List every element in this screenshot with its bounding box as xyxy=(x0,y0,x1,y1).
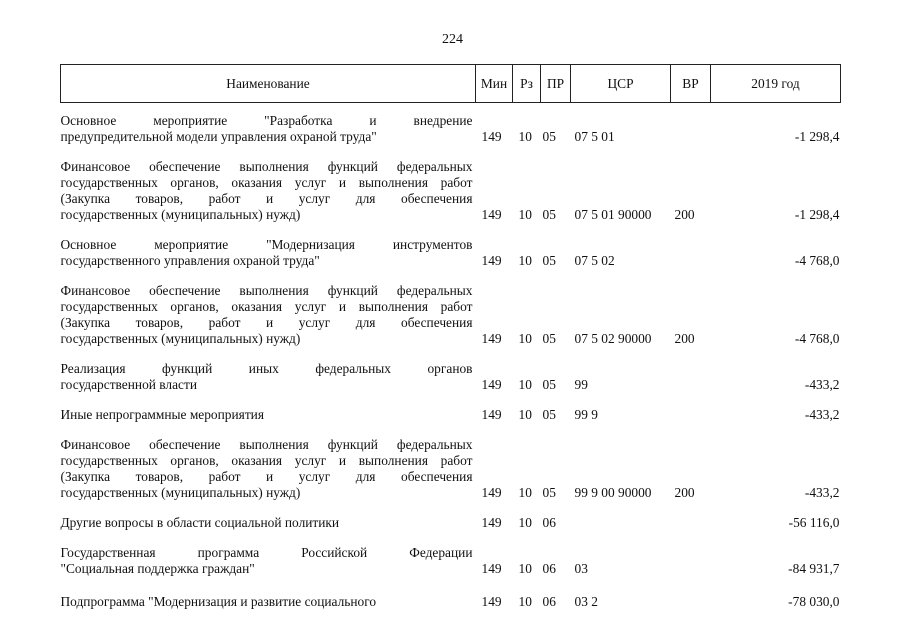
header-vr: ВР xyxy=(671,65,711,103)
row-vr xyxy=(671,393,711,423)
row-rz: 10 xyxy=(518,407,532,422)
budget-table xyxy=(60,64,841,610)
row-name xyxy=(61,223,476,269)
row-vr: 200 xyxy=(674,331,695,346)
row-min: 149 xyxy=(481,253,502,268)
row-vr xyxy=(671,577,711,610)
row-csr: 07 5 02 90000 xyxy=(574,331,652,346)
row-name xyxy=(61,347,476,393)
row-name xyxy=(61,269,476,347)
row-rz: 10 xyxy=(518,253,532,268)
row-amount: -84 931,7 xyxy=(788,561,840,576)
row-vr xyxy=(671,347,711,393)
row-rz: 10 xyxy=(518,594,532,609)
row-name-line: государственных органов, оказания услуг и выполнения работ xyxy=(60,299,473,314)
header-min: Мин xyxy=(476,65,513,103)
row-name-line: государственной власти xyxy=(60,377,198,392)
row-rz: 10 xyxy=(518,377,532,392)
row-csr: 07 5 02 xyxy=(574,253,615,268)
table-row xyxy=(61,103,841,146)
table-row xyxy=(61,501,841,531)
row-vr xyxy=(671,531,711,577)
row-amount: -1 298,4 xyxy=(794,207,840,222)
row-csr: 07 5 01 90000 xyxy=(574,207,652,222)
row-min: 149 xyxy=(481,515,502,530)
row-name-line: государственного управления охраной труда" xyxy=(60,253,320,268)
row-pr: 06 xyxy=(542,594,556,609)
row-min: 149 xyxy=(481,207,502,222)
row-amount: -433,2 xyxy=(804,485,840,500)
row-amount: -1 298,4 xyxy=(794,129,840,144)
row-name-line: Реализация функций иных федеральных органов xyxy=(60,361,473,376)
row-amount: -433,2 xyxy=(804,407,840,422)
row-name-line: государственных органов, оказания услуг и выполнения работ xyxy=(60,175,473,190)
row-rz: 10 xyxy=(518,331,532,346)
row-name-line: Основное мероприятие "Модернизация инструментов xyxy=(60,237,473,252)
row-pr: 05 xyxy=(542,407,556,422)
row-name-line: Финансовое обеспечение выполнения функций федеральных xyxy=(60,159,473,174)
row-name-line: Иные непрограммные мероприятия xyxy=(60,407,264,422)
row-min: 149 xyxy=(481,407,502,422)
header-year: 2019 год xyxy=(711,65,841,103)
row-amount: -4 768,0 xyxy=(794,331,840,346)
row-name-line: Финансовое обеспечение выполнения функций федеральных xyxy=(60,283,473,298)
table-row xyxy=(61,577,841,610)
row-pr: 06 xyxy=(542,561,556,576)
row-csr: 99 9 00 90000 xyxy=(574,485,652,500)
row-rz: 10 xyxy=(518,561,532,576)
row-csr: 99 xyxy=(574,377,588,392)
row-min: 149 xyxy=(481,561,502,576)
row-name xyxy=(61,531,476,577)
row-min: 149 xyxy=(481,129,502,144)
table-row xyxy=(61,393,841,423)
row-csr xyxy=(571,501,671,531)
row-pr: 05 xyxy=(542,129,556,144)
row-name-line: Подпрограмма "Модернизация и развитие социального xyxy=(60,594,377,609)
table-row xyxy=(61,223,841,269)
row-min: 149 xyxy=(481,485,502,500)
row-amount: -4 768,0 xyxy=(794,253,840,268)
row-rz: 10 xyxy=(518,207,532,222)
row-name-line: государственных (муниципальных) нужд) xyxy=(60,485,301,500)
row-name-line: государственных (муниципальных) нужд) xyxy=(60,207,301,222)
table-row xyxy=(61,423,841,501)
row-pr: 06 xyxy=(542,515,556,530)
row-csr: 03 xyxy=(574,561,588,576)
row-name-line: государственных органов, оказания услуг и выполнения работ xyxy=(60,453,473,468)
table-header-row xyxy=(61,65,841,103)
row-vr: 200 xyxy=(674,207,695,222)
header-rz: Рз xyxy=(513,65,541,103)
row-min: 149 xyxy=(481,594,502,609)
row-pr: 05 xyxy=(542,207,556,222)
row-vr: 200 xyxy=(674,485,695,500)
row-name-line: Финансовое обеспечение выполнения функций федеральных xyxy=(60,437,473,452)
row-name xyxy=(61,145,476,223)
header-name: Наименование xyxy=(61,65,476,103)
row-name-line: государственных (муниципальных) нужд) xyxy=(60,331,301,346)
row-name xyxy=(61,501,476,531)
row-amount: -433,2 xyxy=(804,377,840,392)
row-csr: 99 9 xyxy=(574,407,598,422)
row-name xyxy=(61,423,476,501)
row-amount: -78 030,0 xyxy=(788,594,840,609)
row-pr: 05 xyxy=(542,331,556,346)
row-csr: 03 2 xyxy=(574,594,598,609)
row-name xyxy=(61,393,476,423)
row-name-line: (Закупка товаров, работ и услуг для обеспечения xyxy=(60,315,473,330)
row-rz: 10 xyxy=(518,485,532,500)
row-name-line: предупредительной модели управления охраной труда" xyxy=(60,129,377,144)
row-vr xyxy=(671,501,711,531)
row-rz: 10 xyxy=(518,129,532,144)
header-pr: ПР xyxy=(541,65,571,103)
table-row xyxy=(61,145,841,223)
row-name-line: Государственная программа Российской Федерации xyxy=(60,545,473,560)
table-row xyxy=(61,269,841,347)
row-csr: 07 5 01 xyxy=(574,129,615,144)
table-row xyxy=(61,531,841,577)
row-pr: 05 xyxy=(542,253,556,268)
row-min: 149 xyxy=(481,377,502,392)
row-name xyxy=(61,103,476,146)
table-body xyxy=(61,103,841,611)
row-name-line: Основное мероприятие "Разработка и внедрение xyxy=(60,113,473,128)
row-amount: -56 116,0 xyxy=(788,515,840,530)
row-name xyxy=(61,577,476,610)
row-name-line: Другие вопросы в области социальной политики xyxy=(60,515,340,530)
table-row xyxy=(61,347,841,393)
page-number: 224 xyxy=(442,32,463,47)
row-pr: 05 xyxy=(542,485,556,500)
row-name-line: (Закупка товаров, работ и услуг для обеспечения xyxy=(60,191,473,206)
row-min: 149 xyxy=(481,331,502,346)
row-name-line: (Закупка товаров, работ и услуг для обеспечения xyxy=(60,469,473,484)
header-csr: ЦСР xyxy=(571,65,671,103)
row-vr xyxy=(671,103,711,146)
row-pr: 05 xyxy=(542,377,556,392)
row-rz: 10 xyxy=(518,515,532,530)
row-name-line: "Социальная поддержка граждан" xyxy=(60,561,255,576)
row-vr xyxy=(671,223,711,269)
